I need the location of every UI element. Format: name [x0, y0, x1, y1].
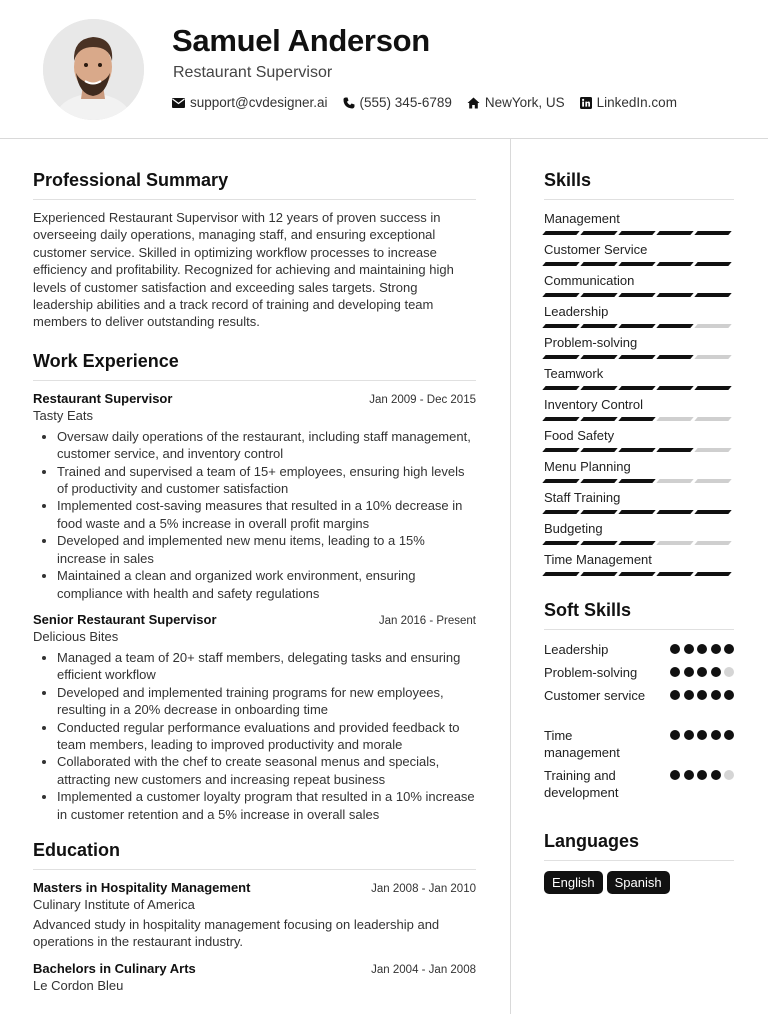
- skill-level-segment: [694, 386, 731, 390]
- education-heading: Education: [33, 840, 476, 870]
- education-degree: Bachelors in Culinary Arts: [33, 960, 196, 976]
- skill-item: [544, 304, 734, 328]
- skill-level-segment: [656, 417, 693, 421]
- skill-level-bar: [544, 479, 734, 483]
- rating-dot: [724, 730, 734, 740]
- rating-dot: [670, 730, 680, 740]
- skill-level-segment: [618, 355, 655, 359]
- education-entry: [33, 961, 476, 993]
- skill-level-segment: [656, 386, 693, 390]
- home-icon: [467, 97, 480, 109]
- rating-dot: [684, 730, 694, 740]
- education-date: Jan 2004 - Jan 2008: [371, 963, 476, 976]
- skill-level-segment: [694, 541, 731, 545]
- skill-level-segment: [580, 293, 617, 297]
- soft-skill-item: [544, 767, 734, 801]
- soft-skill-rating: [667, 667, 735, 677]
- soft-skill-rating: [667, 770, 735, 780]
- skill-level-segment: [542, 572, 579, 576]
- rating-dot: [697, 667, 707, 677]
- linkedin-icon: [580, 97, 592, 109]
- contact-row: [172, 95, 692, 110]
- skill-item: [544, 490, 734, 514]
- education-header: [33, 961, 476, 976]
- language-badge: English: [544, 871, 603, 894]
- job-bullet: • Implemented a customer loyalty program that resulted in a 10% increase in customer retention and a 5% increase in overall sales: [57, 788, 476, 823]
- skill-level-segment: [694, 417, 731, 421]
- soft-skills-section: [544, 600, 734, 801]
- languages-heading: Languages: [544, 831, 734, 861]
- skill-level-segment: [656, 324, 693, 328]
- rating-dot: [697, 770, 707, 780]
- rating-dot: [697, 690, 707, 700]
- skill-name: Inventory Control: [544, 397, 643, 412]
- rating-dot: [670, 770, 680, 780]
- envelope-icon: [172, 98, 185, 108]
- skill-name: Food Safety: [544, 428, 615, 443]
- candidate-name: Samuel Anderson: [172, 23, 430, 58]
- skill-item: [544, 211, 734, 235]
- rating-dot: [684, 644, 694, 654]
- rating-dot: [724, 690, 734, 700]
- contact-linkedin-text: LinkedIn.com: [596, 95, 677, 110]
- skill-level-bar: [544, 324, 734, 328]
- soft-skill-rating: [667, 644, 735, 654]
- skill-level-bar: [544, 355, 734, 359]
- job-header: [33, 391, 476, 406]
- skill-level-segment: [618, 448, 655, 452]
- soft-skill-name: Problem-solving: [544, 665, 638, 680]
- soft-skill-name: Customer service: [544, 688, 646, 703]
- skill-level-segment: [542, 541, 579, 545]
- skill-level-segment: [694, 572, 731, 576]
- skill-level-segment: [542, 324, 579, 328]
- skill-item: [544, 428, 734, 452]
- rating-dot: [670, 667, 680, 677]
- contact-location-text: NewYork, US: [484, 95, 565, 110]
- job-bullet: • Developed and implemented training programs for new employees, resulting in a 20% decrease in onboarding time: [57, 684, 476, 719]
- soft-skill-item: [544, 641, 734, 658]
- skill-level-segment: [618, 541, 655, 545]
- skill-level-segment: [618, 572, 655, 576]
- skill-name: Teamwork: [544, 366, 604, 381]
- skill-item: [544, 552, 734, 576]
- skill-level-segment: [580, 572, 617, 576]
- skill-level-segment: [618, 231, 655, 235]
- education-entry: [33, 880, 476, 951]
- job-bullet: • Oversaw daily operations of the restaurant, including staff management, customer service, and inventory control: [57, 428, 476, 463]
- education-section: [33, 840, 476, 993]
- soft-skill-rating: [667, 730, 735, 740]
- job-bullet: • Conducted regular performance evaluations and provided feedback to team members, leading to improved productivity and morale: [57, 719, 476, 754]
- skill-level-bar: [544, 417, 734, 421]
- job-bullet: • Collaborated with the chef to create seasonal menus and specials, attracting new customers and increasing repeat business: [57, 753, 476, 788]
- rating-dot: [697, 730, 707, 740]
- skill-level-segment: [580, 355, 617, 359]
- skill-level-segment: [694, 479, 731, 483]
- skill-level-segment: [656, 355, 693, 359]
- skill-level-segment: [618, 324, 655, 328]
- skill-level-segment: [580, 262, 617, 266]
- education-description: Advanced study in hospitality management focusing on leadership and operations in the restaurant industry.: [33, 916, 440, 950]
- skill-item: [544, 335, 734, 359]
- skill-level-segment: [542, 293, 579, 297]
- skill-name: Budgeting: [544, 521, 603, 536]
- experience-heading: Work Experience: [33, 351, 476, 381]
- sidebar-column: [544, 170, 734, 894]
- skill-level-segment: [542, 510, 579, 514]
- skill-level-segment: [656, 510, 693, 514]
- summary-heading: Professional Summary: [33, 170, 476, 200]
- profile-photo: [43, 19, 144, 120]
- skill-level-segment: [542, 231, 579, 235]
- rating-dot: [697, 644, 707, 654]
- skill-level-segment: [580, 231, 617, 235]
- language-badge: Spanish: [607, 871, 670, 894]
- soft-skill-item: [544, 664, 734, 681]
- skill-level-segment: [542, 479, 579, 483]
- skill-level-segment: [694, 324, 731, 328]
- skill-level-segment: [542, 386, 579, 390]
- rating-dot: [684, 667, 694, 677]
- skill-name: Menu Planning: [544, 459, 631, 474]
- skill-level-segment: [580, 417, 617, 421]
- rating-dot: [724, 770, 734, 780]
- skill-level-bar: [544, 541, 734, 545]
- skill-level-segment: [542, 448, 579, 452]
- skill-level-segment: [618, 386, 655, 390]
- skill-level-segment: [580, 541, 617, 545]
- skill-name: Communication: [544, 273, 635, 288]
- column-divider: [510, 139, 511, 1014]
- skill-level-segment: [656, 231, 693, 235]
- skill-level-bar: [544, 510, 734, 514]
- job-bullet: • Managed a team of 20+ staff members, delegating tasks and ensuring efficient workflow: [57, 649, 476, 684]
- soft-skills-heading: Soft Skills: [544, 600, 734, 630]
- skill-level-segment: [542, 355, 579, 359]
- skill-name: Time Management: [544, 552, 652, 567]
- contact-linkedin[interactable]: [580, 95, 677, 110]
- skill-item: [544, 459, 734, 483]
- skill-level-segment: [618, 262, 655, 266]
- job-bullet: • Developed and implemented new menu items, leading to a 15% increase in sales: [57, 532, 476, 567]
- soft-skill-name: Time management: [544, 728, 620, 760]
- job-date: Jan 2016 - Present: [378, 614, 476, 627]
- skill-level-segment: [542, 417, 579, 421]
- job-entry: [33, 391, 476, 602]
- skills-section: [544, 170, 734, 576]
- skill-level-segment: [656, 572, 693, 576]
- education-degree: Masters in Hospitality Management: [33, 879, 251, 895]
- soft-skill-item: [544, 727, 734, 761]
- summary-section: [33, 170, 476, 331]
- skill-item: [544, 242, 734, 266]
- job-title: Senior Restaurant Supervisor: [33, 611, 217, 627]
- resume-header: [0, 0, 768, 139]
- skill-level-segment: [580, 510, 617, 514]
- contact-phone[interactable]: [343, 95, 452, 110]
- skill-level-segment: [580, 479, 617, 483]
- job-bullet: • Trained and supervised a team of 15+ employees, ensuring high levels of productivity and customer satisfaction: [57, 463, 476, 498]
- rating-dot: [711, 667, 721, 677]
- skill-item: [544, 521, 734, 545]
- job-company: Tasty Eats: [33, 407, 93, 423]
- experience-section: [33, 351, 476, 823]
- contact-email[interactable]: [172, 95, 328, 110]
- contact-phone-text: (555) 345-6789: [359, 95, 452, 110]
- rating-dot: [711, 730, 721, 740]
- soft-skill-name: Leadership: [544, 642, 609, 657]
- skill-name: Leadership: [544, 304, 609, 319]
- contact-email-text: support@cvdesigner.ai: [190, 95, 328, 110]
- skills-heading: Skills: [544, 170, 734, 200]
- rating-dot: [711, 644, 721, 654]
- skill-level-segment: [656, 479, 693, 483]
- job-header: [33, 612, 476, 627]
- rating-dot: [711, 690, 721, 700]
- skill-level-segment: [694, 355, 731, 359]
- skill-level-segment: [656, 293, 693, 297]
- skill-level-segment: [694, 510, 731, 514]
- contact-location: [467, 95, 565, 110]
- job-bullet: • Implemented cost-saving measures that resulted in a 10% decrease in food waste and a 5% increase in overall profit margins: [57, 497, 476, 532]
- skill-level-segment: [618, 417, 655, 421]
- job-entry: [33, 612, 476, 823]
- skill-level-segment: [694, 231, 731, 235]
- rating-dot: [724, 644, 734, 654]
- skill-level-segment: [694, 293, 731, 297]
- job-bullet: • Maintained a clean and organized work environment, ensuring compliance with health and safety regulations: [57, 567, 476, 602]
- skill-level-segment: [618, 510, 655, 514]
- skill-level-segment: [656, 262, 693, 266]
- skill-level-segment: [580, 386, 617, 390]
- job-company: Delicious Bites: [33, 628, 119, 644]
- skill-level-segment: [656, 541, 693, 545]
- skill-level-segment: [580, 448, 617, 452]
- skill-level-segment: [542, 262, 579, 266]
- education-school: Culinary Institute of America: [33, 896, 195, 912]
- job-date: Jan 2009 - Dec 2015: [369, 393, 476, 406]
- phone-icon: [343, 97, 355, 109]
- main-column: [33, 170, 476, 993]
- skill-item: [544, 397, 734, 421]
- rating-dot: [711, 770, 721, 780]
- skill-level-bar: [544, 231, 734, 235]
- job-bullets: [33, 428, 476, 602]
- skill-level-bar: [544, 262, 734, 266]
- skill-level-segment: [656, 448, 693, 452]
- soft-skill-rating: [667, 690, 735, 700]
- rating-dot: [670, 644, 680, 654]
- skill-level-segment: [618, 293, 655, 297]
- soft-skill-item: [544, 687, 734, 704]
- languages-section: [544, 831, 734, 894]
- skill-level-bar: [544, 572, 734, 576]
- education-date: Jan 2008 - Jan 2010: [371, 882, 476, 895]
- job-title: Restaurant Supervisor: [33, 390, 173, 406]
- skill-name: Customer Service: [544, 242, 648, 257]
- skill-level-segment: [618, 479, 655, 483]
- skill-item: [544, 366, 734, 390]
- skill-level-bar: [544, 293, 734, 297]
- skill-level-bar: [544, 448, 734, 452]
- skill-name: Problem-solving: [544, 335, 638, 350]
- skill-name: Staff Training: [544, 490, 621, 505]
- education-school: Le Cordon Bleu: [33, 977, 124, 993]
- skill-level-bar: [544, 386, 734, 390]
- rating-dot: [684, 690, 694, 700]
- job-bullets: [33, 649, 476, 823]
- rating-dot: [724, 667, 734, 677]
- candidate-role: Restaurant Supervisor: [173, 64, 333, 81]
- summary-text: Experienced Restaurant Supervisor with 12 years of proven success in overseeing daily operations, managing staff, and ensuring exceptional customer service. Skilled in optimizing workflow processes to increase efficiency and profitability. Recognized for achieving and maintaining high levels of customer satisfaction and exceeding sales targets. Strong leadership abilities and a track record of training and developing team members to deliver outstanding results.: [33, 210, 454, 330]
- skill-level-segment: [694, 262, 731, 266]
- skill-level-segment: [694, 448, 731, 452]
- rating-dot: [684, 770, 694, 780]
- education-header: [33, 880, 476, 895]
- skill-level-segment: [580, 324, 617, 328]
- skill-name: Management: [544, 211, 620, 226]
- skill-item: [544, 273, 734, 297]
- rating-dot: [670, 690, 680, 700]
- soft-skill-name: Training and development: [544, 768, 619, 800]
